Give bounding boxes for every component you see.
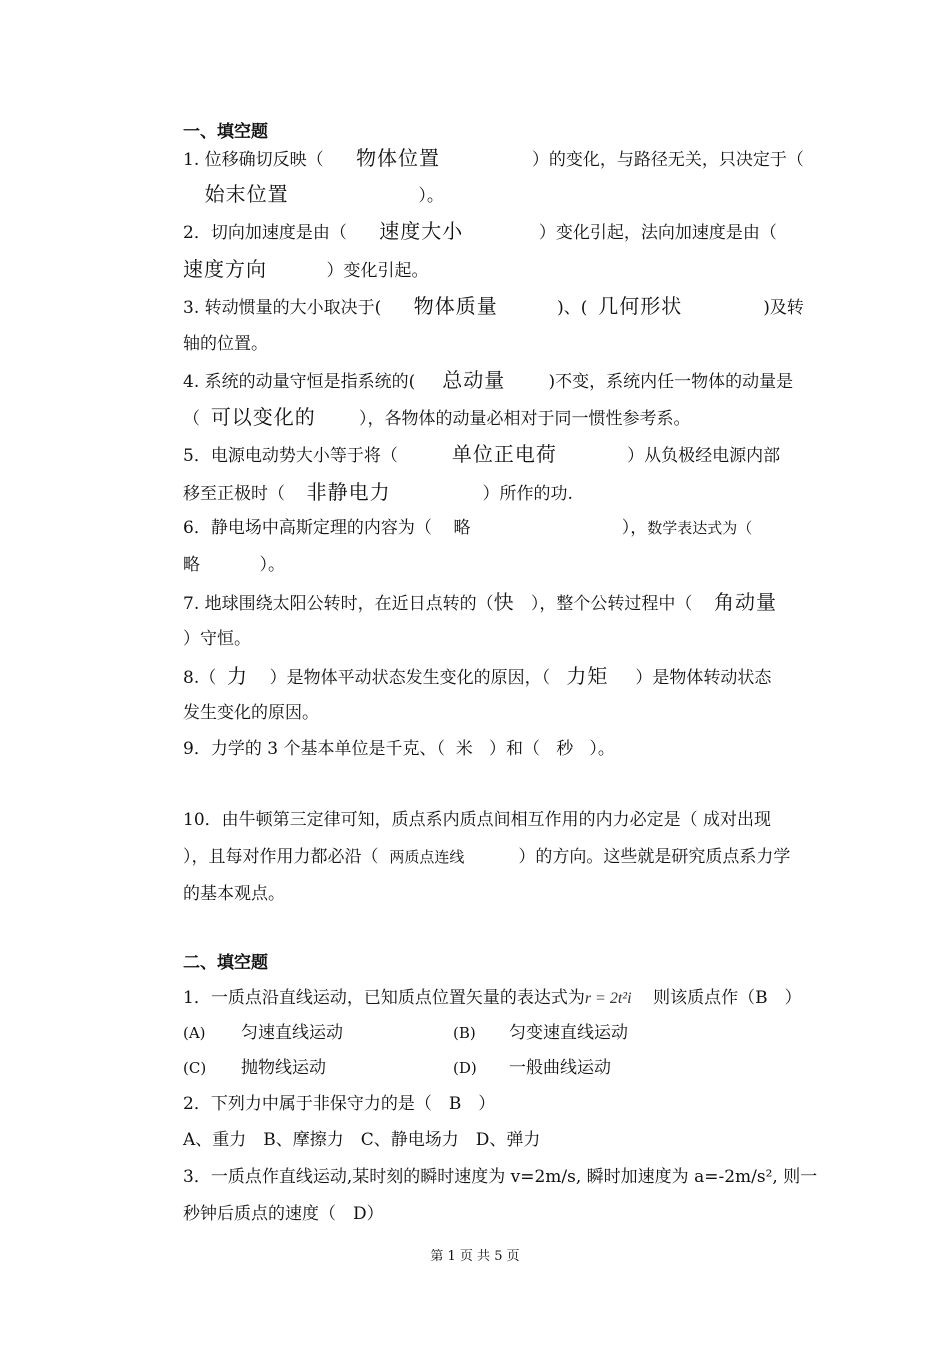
mc-question-3-line-2: 秒钟后质点的速度（ D） [183, 1204, 384, 1224]
formula: r = 2t²i [584, 990, 632, 1007]
question-1-line-2: 始末位置 ）。 [204, 182, 444, 206]
answer: 角动量 [713, 590, 777, 614]
mc-question-2: 2．下列力中属于非保守力的是（ B ） [183, 1094, 496, 1114]
question-4-line-1: 4. 系统的动量守恒是指系统的( 总动量 )不变，系统内任一物体的动量是 [183, 368, 794, 392]
answer: 单位正电荷 [451, 442, 557, 466]
answer: 速度方向 [183, 257, 267, 281]
answer: 可以变化的 [210, 405, 316, 429]
answer: 略 [453, 518, 471, 538]
answer: 略 [183, 555, 200, 575]
question-9: 9．力学的 3 个基本单位是千克、（ 米 ）和（ 秒 ）。 [183, 739, 615, 759]
answer: 几何形状 [598, 294, 683, 318]
answer: 成对出现 [703, 810, 772, 830]
mc-question-3-line-1: 3．一质点作直线运动,某时刻的瞬时速度为 v=2m/s, 瞬时加速度为 a=-2m/s², 则一 [183, 1167, 818, 1187]
mc-question-2-options: A、重力 B、摩擦力 C、静电场力 D、弹力 [183, 1130, 541, 1150]
option-text: 一般曲线运动 [509, 1058, 611, 1078]
answer: 力矩 [566, 664, 609, 688]
option-text: 匀速直线运动 [241, 1023, 343, 1043]
question-4-line-2: （ 可以变化的 ），各物体的动量必相对于同一惯性参考系。 [183, 405, 691, 429]
question-8-line-1: 8.（ 力 ）是物体平动状态发生变化的原因，（ 力矩 ）是物体转动状态 [183, 664, 772, 688]
mc-question-1: 1．一质点沿直线运动，已知质点位置矢量的表达式为r = 2t²i 则该质点作（B ） [183, 988, 802, 1008]
answer: 总动量 [442, 368, 506, 392]
answer: 秒 [556, 739, 574, 759]
answer: 两质点连线 [389, 848, 465, 866]
answer: 非静电力 [306, 480, 391, 504]
option-text: 匀变速直线运动 [509, 1023, 628, 1043]
question-7-line-2: ）守恒。 [183, 629, 251, 649]
question-2-line-1: 2．切向加速度是由（ 速度大小 ）变化引起，法向加速度是由（ [183, 219, 777, 243]
question-5-line-2: 移至正极时（ 非静电力 ）所作的功. [183, 480, 573, 504]
answer: 物体位置 [356, 146, 441, 170]
option-key: (B) [453, 1024, 476, 1042]
answer: 速度大小 [379, 219, 464, 243]
question-3-line-1: 3. 转动惯量的大小取决于( 物体质量 )、( 几何形状 )及转 [183, 294, 804, 318]
question-3-line-2: 轴的位置。 [183, 334, 268, 354]
question-2-line-2: 速度方向 ）变化引起。 [183, 257, 429, 281]
question-5-line-1: 5．电源电动势大小等于将（ 单位正电荷 ）从负极经电源内部 [183, 442, 781, 466]
section-title: 一、填空题 [183, 122, 268, 142]
answer: 始末位置 [204, 182, 289, 206]
answer: 力 [227, 664, 249, 688]
answer: 米 [455, 739, 473, 759]
section-title: 二、填空题 [183, 953, 268, 973]
answer: 快 [493, 590, 515, 614]
option-key: (D) [453, 1059, 477, 1077]
question-6-line-2: 略 ）。 [183, 555, 285, 575]
question-8-line-2: 发生变化的原因。 [183, 703, 319, 723]
question-10-line-3: 的基本观点。 [183, 884, 285, 904]
answer: 物体质量 [413, 294, 498, 318]
question-10-line-2: ），且每对作用力都必沿（ 两质点连线 ）的方向。这些就是研究质点系力学 [183, 847, 791, 867]
option-text: 抛物线运动 [241, 1058, 326, 1078]
option-key: (A) [183, 1024, 206, 1042]
page-footer: 第 1 页 共 5 页 [430, 1249, 520, 1264]
question-7-line-1: 7. 地球围绕太阳公转时，在近日点转的（快 ），整个公转过程中（ 角动量 [183, 590, 777, 614]
question-1-line-1: 1. 位移确切反映（ 物体位置 ）的变化，与路径无关，只决定于（ [183, 146, 804, 170]
option-key: (C) [183, 1059, 207, 1077]
question-10-line-1: 10．由牛顿第三定律可知，质点系内质点间相互作用的内力必定是（ 成对出现 [183, 810, 772, 830]
question-6-line-1: 6．静电场中高斯定理的内容为（ 略 ），数学表达式为（ [183, 518, 753, 538]
